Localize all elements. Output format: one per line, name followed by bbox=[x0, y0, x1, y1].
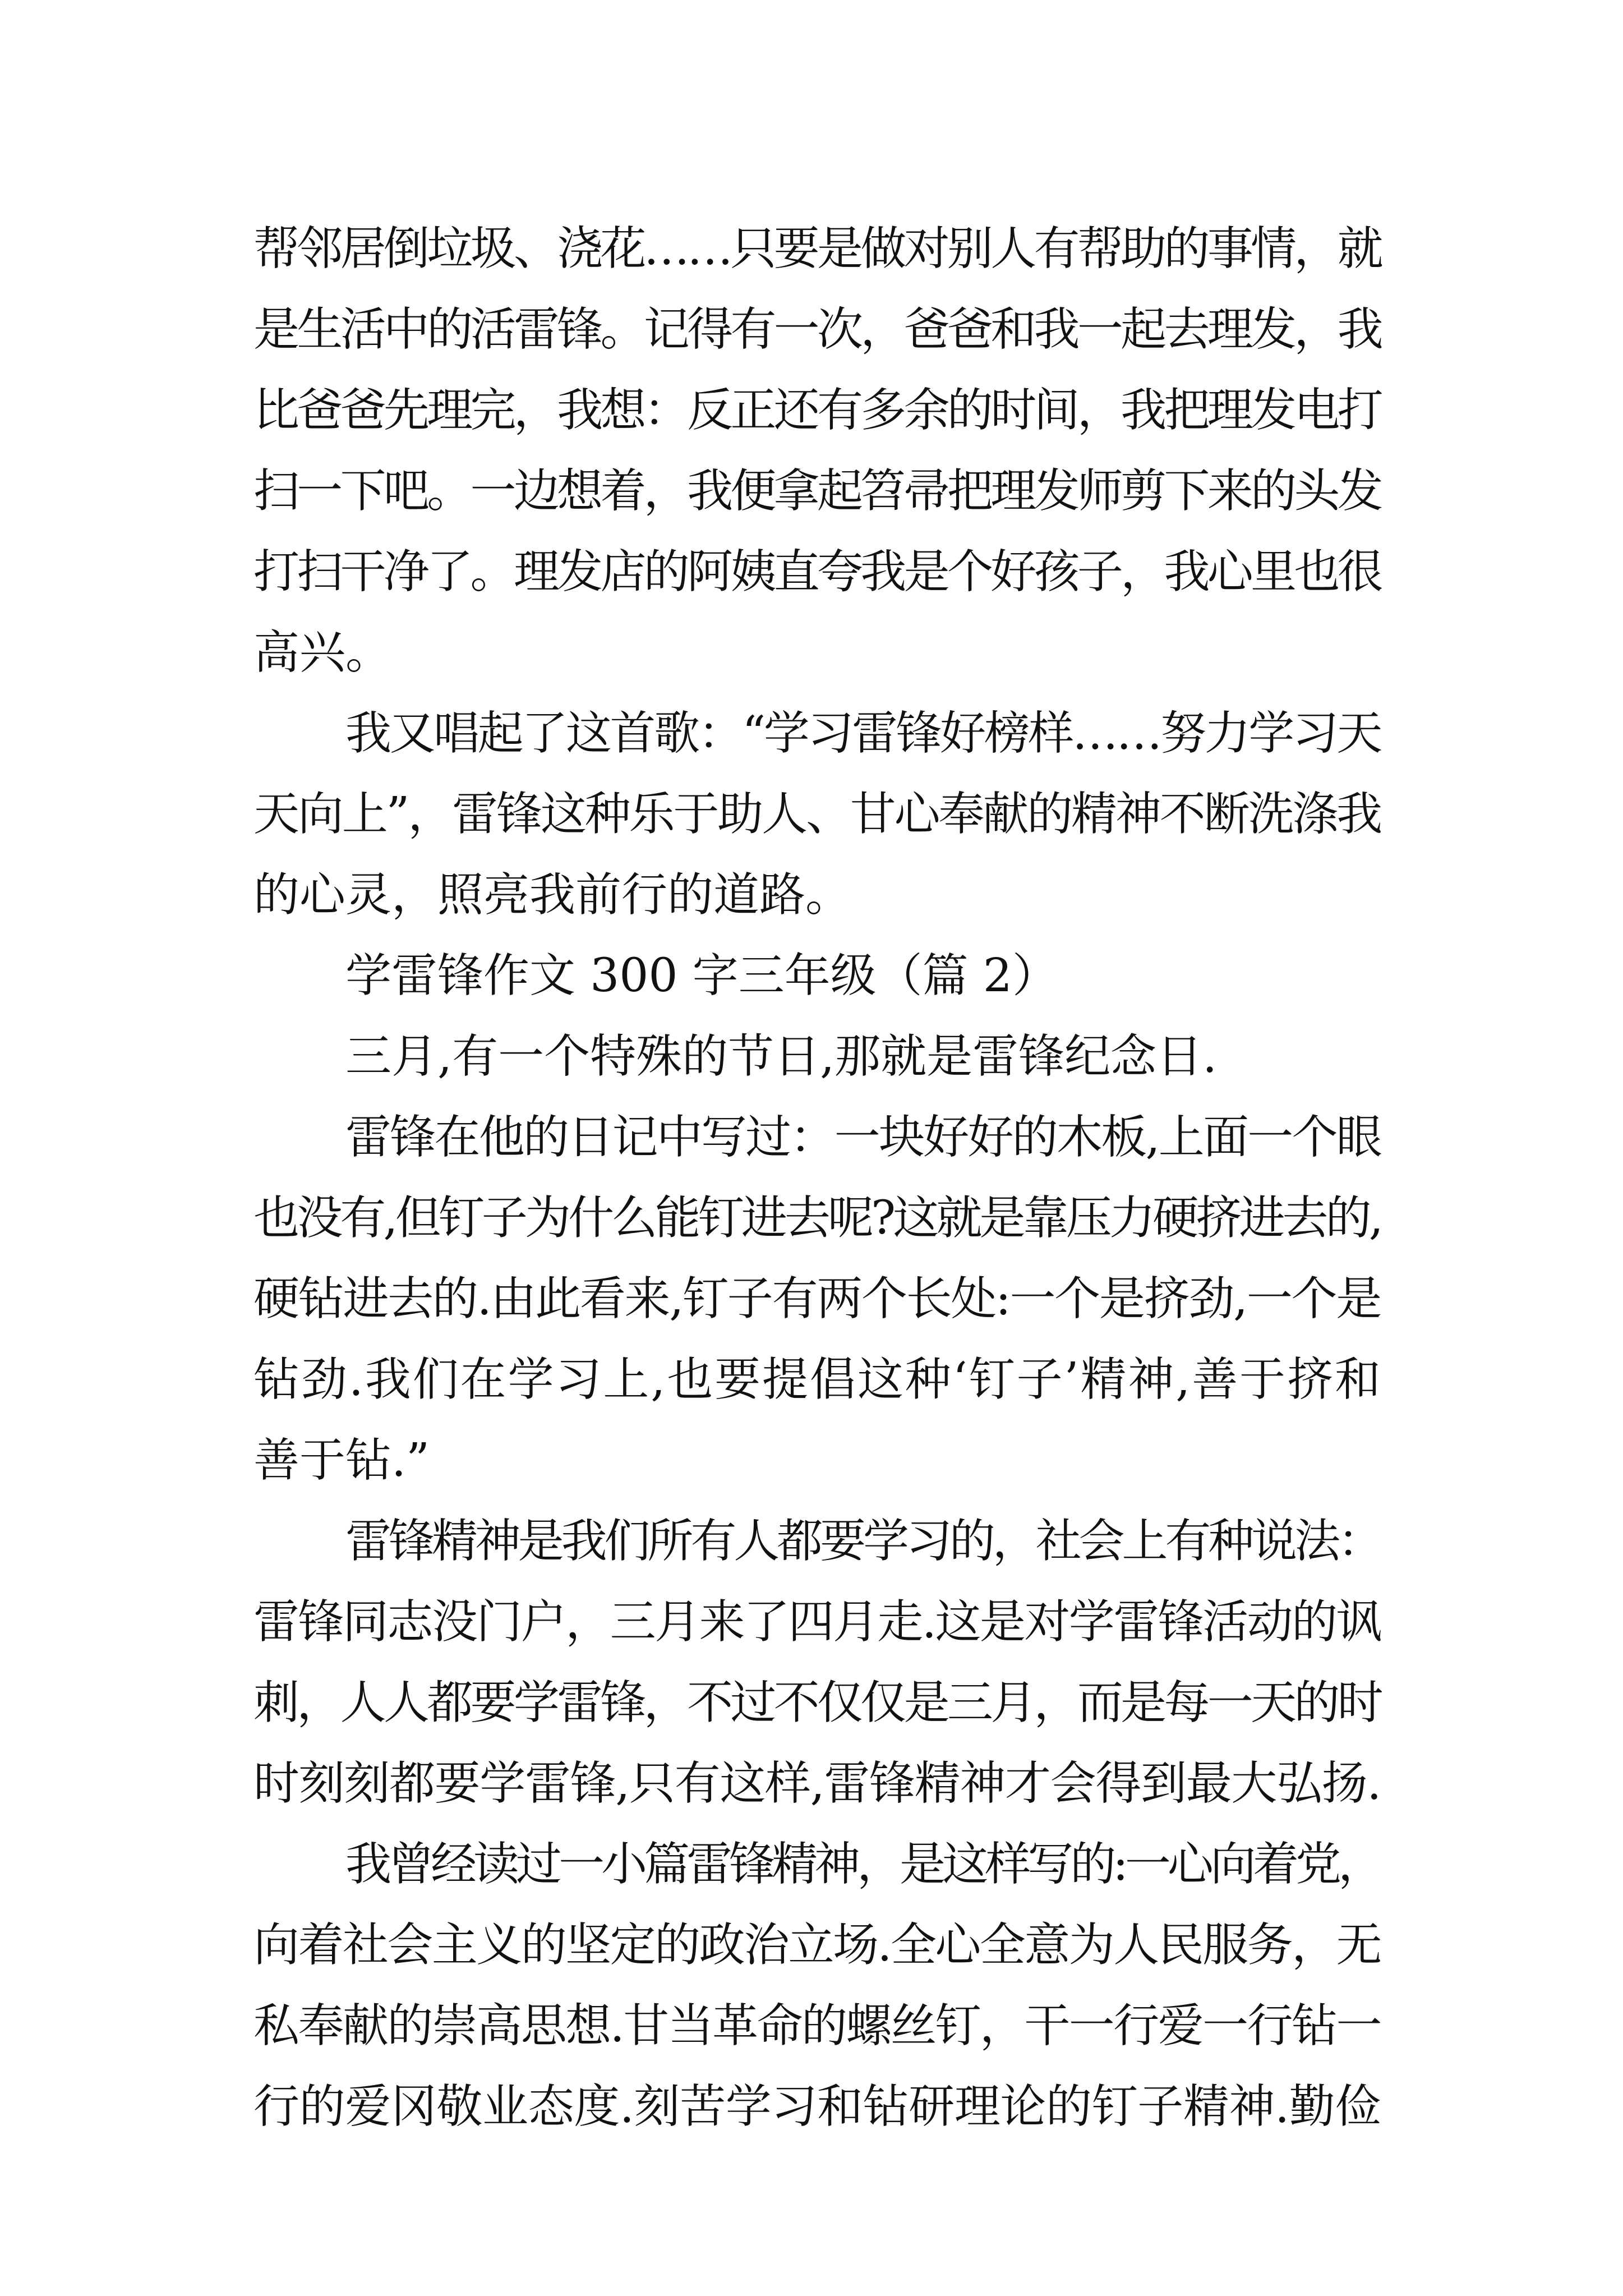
text-line: 我又唱起了这首歌：“学习雷锋好榜样……努力学习天 bbox=[345, 707, 1381, 760]
text-line: 打扫干净了。理发店的阿姨直夸我是个好孩子，我心里也很 bbox=[253, 545, 1381, 599]
text-line: 是生活中的活雷锋。记得有一次，爸爸和我一起去理发，我 bbox=[253, 303, 1381, 356]
text-line: 比爸爸先理完，我想：反正还有多余的时间，我把理发电打 bbox=[253, 384, 1381, 437]
text-line: 高兴。 bbox=[253, 626, 392, 679]
text-line: 扫一下吧。一边想着，我便拿起笤帚把理发师剪下来的头发 bbox=[253, 464, 1381, 518]
text-line: 雷锋精神是我们所有人都要学习的，社会上有种说法： bbox=[345, 1515, 1381, 1568]
text-line: 我曾经读过一小篇雷锋精神，是这样写的:一心向着党， bbox=[345, 1838, 1381, 1891]
text-line: 雷锋在他的日记中写过：一块好好的木板,上面一个眼 bbox=[345, 1111, 1381, 1164]
text-line: 学雷锋作文 300 字三年级（篇 2） bbox=[345, 949, 1058, 1002]
text-line: 钻劲.我们在学习上,也要提倡这种‘钉子’精神,善于挤和 bbox=[253, 1353, 1382, 1406]
text-line: 硬钻进去的.由此看来,钉子有两个长处:一个是挤劲,一个是 bbox=[253, 1272, 1381, 1326]
text-line: 行的爱冈敬业态度.刻苦学习和钻研理论的钉子精神.勤俭 bbox=[253, 2080, 1381, 2133]
text-line: 时刻刻都要学雷锋,只有这样,雷锋精神才会得到最大弘扬. bbox=[253, 1757, 1381, 1810]
text-line: 刺，人人都要学雷锋，不过不仅仅是三月，而是每一天的时 bbox=[253, 1676, 1381, 1729]
text-line: 也没有,但钉子为什么能钉进去呢?这就是靠压力硬挤进去的, bbox=[253, 1191, 1381, 1245]
document-body bbox=[253, 209, 1381, 2147]
text-line: 雷锋同志没门户，三月来了四月走.这是对学雷锋活动的讽 bbox=[253, 1595, 1381, 1649]
text-line: 私奉献的崇高思想.甘当革命的螺丝钉，干一行爱一行钻一 bbox=[253, 1999, 1381, 2053]
text-line: 三月,有一个特殊的节日,那就是雷锋纪念日. bbox=[345, 1030, 1218, 1083]
text-line: 帮邻居倒垃圾、浇花……只要是做对别人有帮助的事情，就 bbox=[253, 222, 1381, 275]
text-line: 向着社会主义的坚定的政治立场.全心全意为人民服务，无 bbox=[253, 1918, 1381, 1972]
text-line: 善于钻.” bbox=[253, 1434, 430, 1487]
text-line: 的心灵，照亮我前行的道路。 bbox=[253, 868, 852, 922]
text-line: 天向上”，雷锋这种乐于助人、甘心奉献的精神不断洗涤我 bbox=[253, 788, 1381, 841]
